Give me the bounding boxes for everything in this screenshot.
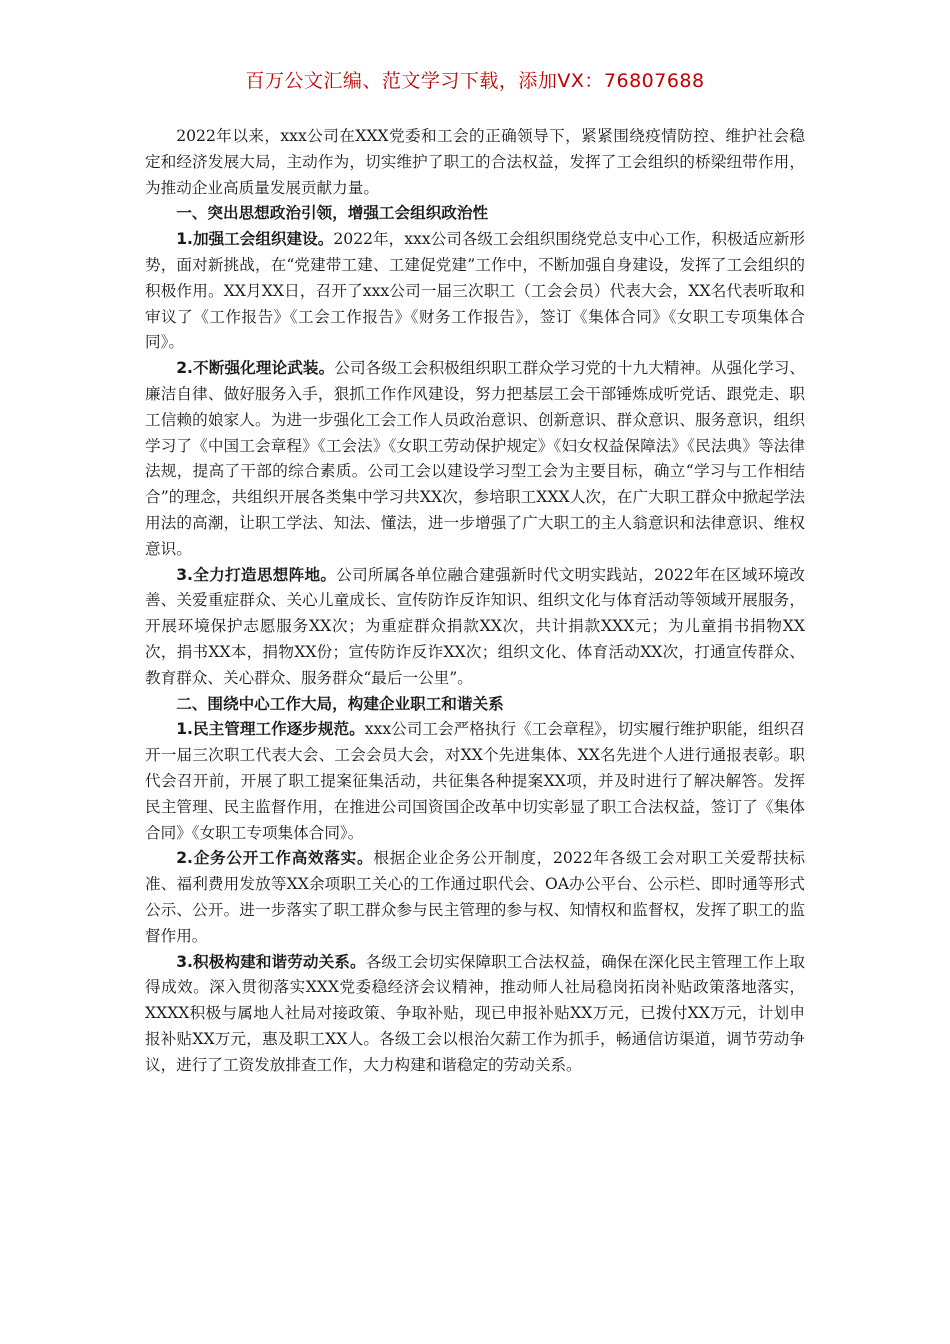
item-text: 公司所属各单位融合建强新时代文明实践站，2022年在区域环境改善、关爱重症群众、关心儿童成长、宣传防诈反诈知识、组织文化与体育活动等领域开展服务，开展环境保护志愿服务XX次；为重症群众捐款XX次，共计捐款XXX元；为儿童捐书捐物XX次，捐书XX本，捐物XX份；宣传防诈反诈XX次；组织文化、体育活动XX次，打通宣传群众、教育群众、关心群众、服务群众“最后一公里”。 [145, 565, 806, 687]
document-body [145, 124, 805, 1078]
section-1-item-1 [145, 227, 805, 356]
item-lead: 2.企务公开工作高效落实。 [176, 849, 374, 868]
section-2-item-2 [145, 846, 805, 949]
section-1-item-2 [145, 356, 805, 562]
section-2-item-3 [145, 950, 805, 1079]
item-text: 各级工会切实保障职工合法权益，确保在深化民主管理工作上取得成效。深入贯彻落实XXX党委稳经济会议精神，推动师人社局稳岗拓岗补贴政策落地落实，XXXX积极与属地人社局对接政策、争取补贴，现已申报补贴XX万元，已拨付XX万元，计划申报补贴XX万元，惠及职工XX人。各级工会以根治欠薪工作为抓手，畅通信访渠道，调节劳动争议，进行了工资发放排查工作，大力构建和谐稳定的劳动关系。 [145, 952, 805, 1074]
section-2-heading: 二、围绕中心工作大局，构建企业职工和谐关系 [176, 694, 504, 713]
intro-paragraph: 2022年以来，xxx公司在XXX党委和工会的正确领导下，紧紧围绕疫情防控、维护社会稳定和经济发展大局，主动作为，切实维护了职工的合法权益，发挥了工会组织的桥梁纽带作用，为推动企业高质量发展贡献力量。 [145, 127, 805, 197]
item-lead: 3.积极构建和谐劳动关系。 [176, 952, 366, 971]
item-lead: 2.不断强化理论武装。 [176, 359, 335, 378]
item-text: 根据企业企务公开制度，2022年各级工会对职工关爱帮扶标准、福利费用发放等XX余项职工关心的工作通过职代会、OA办公平台、公示栏、即时通等形式公示、公开。进一步落实了职工群众参与民主管理的参与权、知情权和监督权，发挥了职工的监督作用。 [145, 849, 806, 945]
item-text: 2022年，xxx公司各级工会组织围绕党总支中心工作，积极适应新形势，面对新挑战，在“党建带工建、工建促党建”工作中，不断加强自身建设，发挥了工会组织的积极作用。XX月XX日，召开了xxx公司一届三次职工（工会会员）代表大会，XX名代表听取和审议了《工作报告》《工会工作报告》《财务工作报告》，签订《集体合同》《女职工专项集体合同》。 [145, 230, 805, 352]
promo-banner: 百万公文汇编、范文学习下载，添加VX：76807688 [245, 70, 705, 92]
section-2-item-1 [145, 717, 805, 846]
item-lead: 1.加强工会组织建设。 [176, 230, 334, 249]
item-text: xxx公司工会严格执行《工会章程》，切实履行维护职能，组织召开一届三次职工代表大会、工会会员大会，对XX个先进集体、XX名先进个人进行通报表彰。职代会召开前，开展了职工提案征集活动，共征集各种提案XX项，并及时进行了解决解答。发挥民主管理、民主监督作用，在推进公司国资国企改革中切实彰显了职工合法权益，签订了《集体合同》《女职工专项集体合同》。 [145, 720, 805, 842]
item-lead: 1.民主管理工作逐步规范。 [176, 720, 365, 739]
section-1-item-3 [145, 563, 805, 692]
section-1-heading: 一、突出思想政治引领，增强工会组织政治性 [176, 204, 489, 223]
item-lead: 3.全力打造思想阵地。 [176, 565, 337, 584]
item-text: 公司各级工会积极组织职工群众学习党的十九大精神。从强化学习、廉洁自律、做好服务入手，狠抓工作作风建设，努力把基层工会干部锤炼成听党话、跟党走、职工信赖的娘家人。为进一步强化工会工作人员政治意识、创新意识、群众意识、服务意识，组织学习了《中国工会章程》《工会法》《女职工劳动保护规定》《妇女权益保障法》《民法典》等法律法规，提高了干部的综合素质。公司工会以建设学习型工会为主要目标，确立“学习与工作相结合”的理念，共组织开展各类集中学习共XX次，参培职工XXX人次，在广大职工群众中掀起学法用法的高潮，让职工学法、知法、懂法，进一步增强了广大职工的主人翁意识和法律意识、维权意识。 [145, 359, 805, 558]
